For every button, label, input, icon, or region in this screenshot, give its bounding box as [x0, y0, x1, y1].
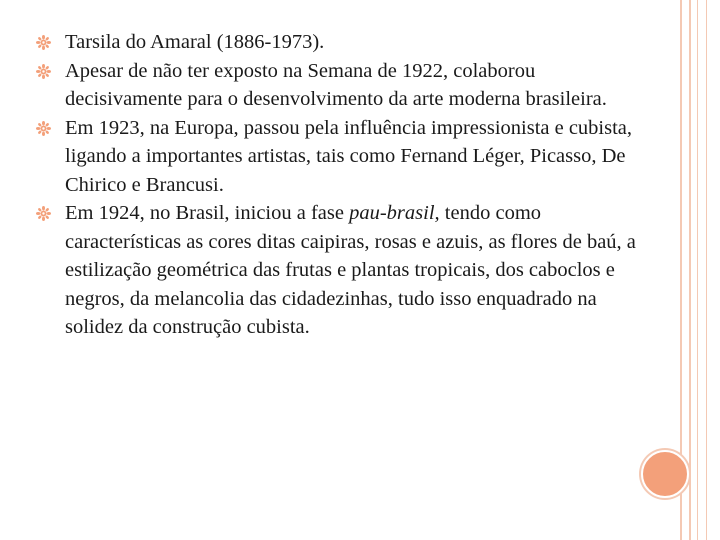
sun-flower-icon: [36, 64, 51, 79]
bullet-list: [36, 28, 636, 342]
sun-flower-icon: [36, 35, 51, 50]
bullet-text-italic: pau-brasil,: [349, 202, 440, 224]
sun-flower-icon: [36, 206, 51, 221]
decorative-line: [706, 0, 707, 540]
bullet-item: [36, 114, 636, 200]
bullet-text: Tarsila do Amaral (1886-1973).: [65, 31, 325, 53]
bullet-text: Apesar de não ter exposto na Semana de 1922, colaborou decisivamente para o desenvolvimento da arte moderna brasileira.: [65, 59, 607, 110]
sun-flower-icon: [36, 121, 51, 136]
decorative-line: [689, 0, 691, 540]
bullet-text: tendo como características as cores ditas caipiras, rosas e azuis, as flores de baú, a estilização geométrica das frutas e plantas tropicais, dos caboclos e negros, da melancolia das cidadezinhas, tudo isso enquadrado na solidez da construção cubista.: [65, 202, 636, 338]
bullet-text: Em 1923, na Europa, passou pela influência impressionista e cubista, ligando a importantes artistas, tais como Fernand Léger, Picasso, De Chirico e Brancusi.: [65, 116, 633, 196]
decorative-line: [697, 0, 698, 540]
bullet-text: Em 1924, no Brasil, iniciou a fase: [65, 202, 350, 224]
decorative-circle: [641, 450, 689, 498]
bullet-item: [36, 57, 636, 114]
bullet-item: [36, 28, 636, 57]
bullet-item: [36, 199, 636, 342]
